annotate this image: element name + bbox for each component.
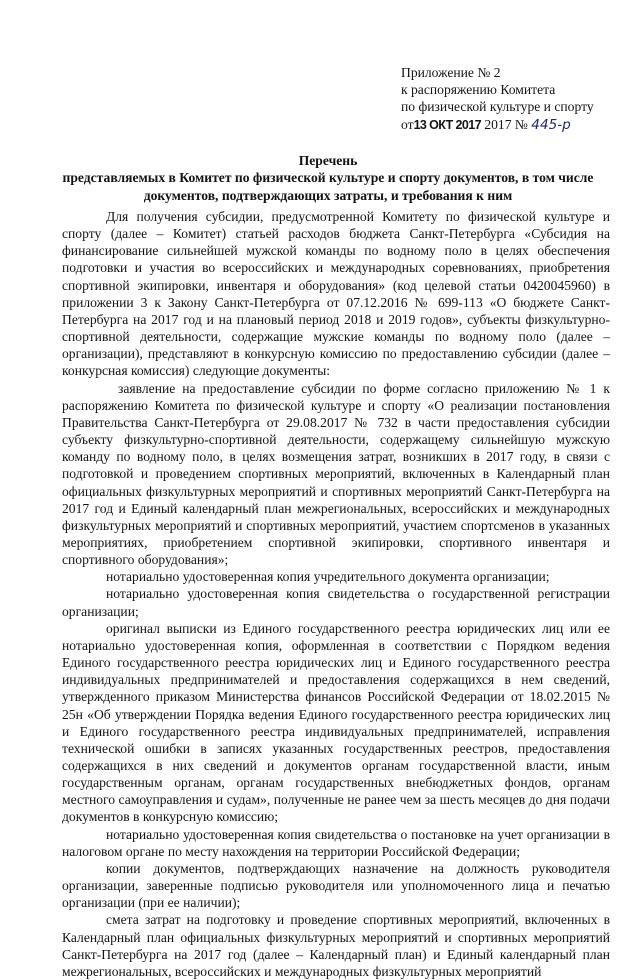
heading-title: Перечень	[298, 153, 358, 168]
appendix-committee: по физической культуре и спорту	[401, 99, 594, 115]
heading-subtitle-2: документов, подтверждающих затраты, и требования к ним	[143, 187, 513, 203]
appendix-reference: к распоряжению Комитета	[401, 82, 556, 98]
paragraph-cost-estimate: смета затрат на подготовку и проведение спортивных мероприятий, включенных в Календарный план официальных физкультурных мероприятий и спортивных мероприятий Санкт-Петербурга на 2017 год (далее – Календарный план) и Единый календарный план межрегиональных, всероссийских и международных физкультурных мероприятий	[62, 912, 610, 979]
document-body	[62, 208, 610, 980]
appendix-title: Приложение № 2	[401, 65, 501, 80]
date-prefix: от	[401, 116, 414, 132]
paragraph-charter-copy: нотариально удостоверенная копия учредительного документа организации;	[106, 569, 550, 585]
date-year: 2017 №	[484, 116, 528, 132]
heading-subtitle-1: представляемых в Комитет по физической культуре и спорту документов, в том числе	[62, 170, 594, 186]
handwritten-number: 445-р	[531, 116, 571, 133]
paragraph-application: заявление на предоставление субсидии по форме согласно приложению № 1 к распоряжению Комитета по физической культуре и спорту «О реализации постановления Правительства Санкт-Петербурга от 29.08.2017 № 732 в части предоставления субсидии субъекту физкультурно-спортивной деятельности, содержащему сильнейшую мужскую команду по водному поло, в целях возмещения затрат, возникших в 2017 году, в связи с подготовкой и проведением спортивных мероприятий, включенных в Календарный план официальных физкультурных мероприятий и спортивных мероприятий Санкт-Петербурга на 2017 год и Единый календарный план межрегиональных, всероссийских и международных физкультурных мероприятий и спортивных мероприятий, участием спортсменов в указанных мероприятиях, приобретением спортивной экипировки, спортивного инвентаря и спортивного оборудования»;	[62, 380, 610, 568]
paragraph-registration-certificate: нотариально удостоверенная копия свидетельства о государственной регистрации организации;	[62, 586, 610, 619]
appendix-date-line	[401, 116, 629, 134]
document-heading	[52, 152, 604, 204]
date-stamp: 13 ОКТ 2017	[413, 117, 481, 132]
appendix-block	[401, 64, 629, 134]
paragraph-register-extract: оригинал выписки из Единого государственного реестра юридических лиц или ее нотариально удостоверенная копия, оформленная в соответствии с Порядком ведения Единого государственного реестра юридических лиц и Единого государственного реестра индивидуальных предпринимателей и предоставления содержащихся в нем сведений, утвержденного приказом Министерства финансов Российской Федерации от 18.02.2015 № 25н «Об утверждении Порядка ведения Единого государственного реестра юридических лиц и Единого государственного реестра индивидуальных предпринимателей, исправления технической ошибки в записях указанных государственных реестров, предоставления содержащихся в них сведений и документов органам государственной власти, иным государственным органам, органам государственных внебюджетных фондов, органам местного самоуправления и судам», полученные не ранее чем за шесть месяцев до дня подачи документов в конкурсную комиссию;	[62, 620, 610, 825]
paragraph-director-appointment: копии документов, подтверждающих назначение на должность руководителя организации, заверенные подписью руководителя или уполномоченного лица и печатью организации (при ее наличии);	[62, 860, 610, 911]
paragraph-intro: Для получения субсидии, предусмотренной Комитету по физической культуре и спорту (далее – Комитет) статьей расходов бюджета Санкт-Петербурга «Субсидия на финансирование сильнейшей мужской команды по водному поло в целях обеспечения подготовки и участия во всероссийских и международных соревнованиях, приобретения спортивной экипировки, инвентаря и оборудования» (код целевой статьи 0420045960) в приложении 3 к Закону Санкт-Петербурга от 07.12.2016 № 699-113 «О бюджете Санкт-Петербурга на 2017 год и на плановый период 2018 и 2019 годов», субъекты физкультурно-спортивной деятельности, содержащие мужские команды по водному поло (далее – организации), представляют в конкурсную комиссию по предоставлению субсидии (далее – конкурсная комиссия) следующие документы:	[62, 209, 610, 379]
paragraph-tax-certificate: нотариально удостоверенная копия свидетельства о постановке на учет организации в налоговом органе по месту нахождения на территории Российской Федерации;	[62, 826, 610, 859]
